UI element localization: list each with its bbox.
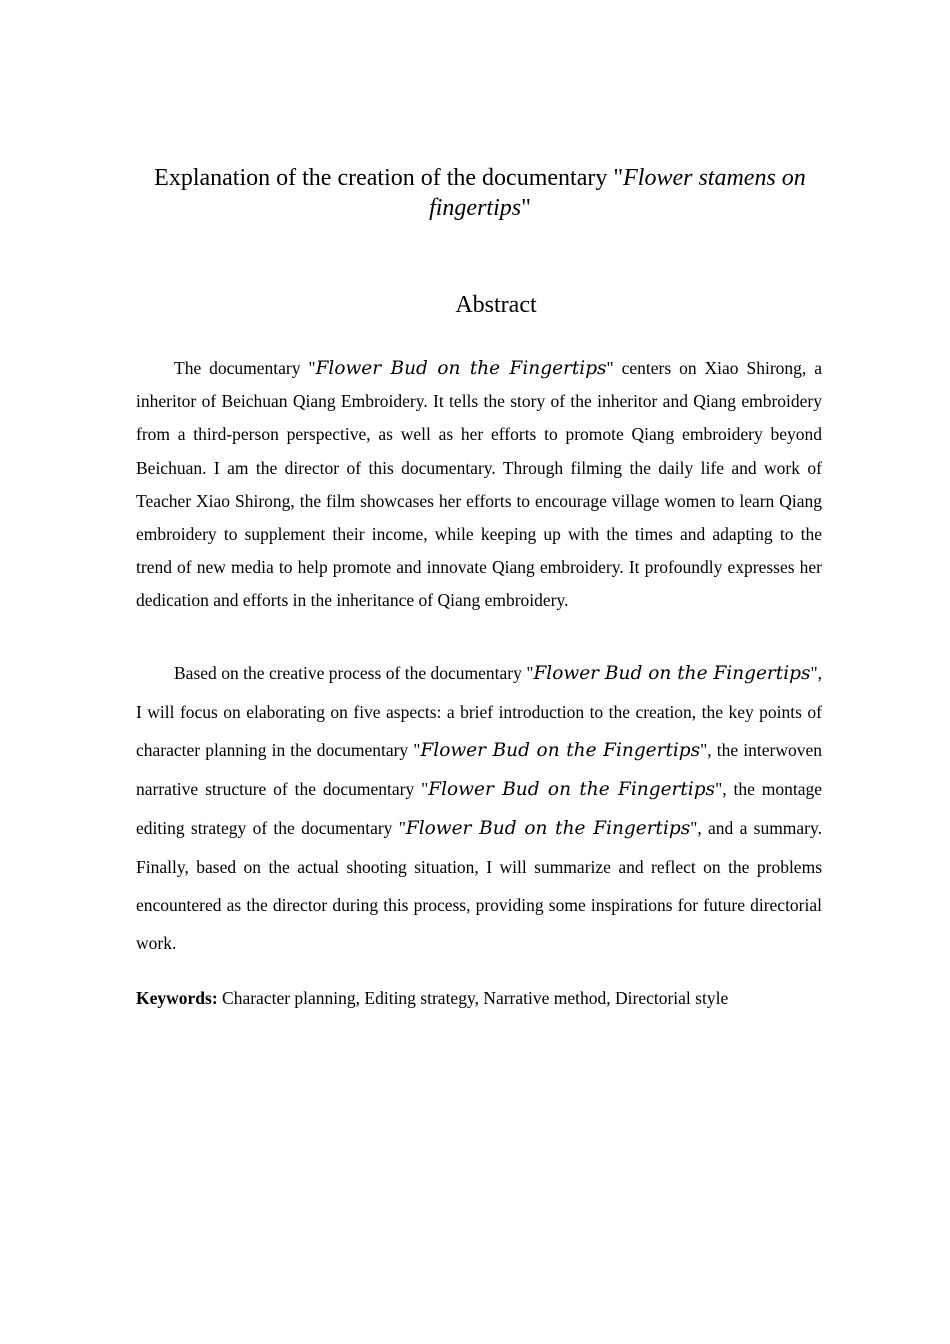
keywords-value: Character planning, Editing strategy, Narrative method, Directorial style [217, 988, 729, 1008]
abstract-paragraph-2 [136, 654, 822, 962]
paragraph-text: The documentary " [174, 358, 316, 378]
abstract-paragraph-1 [136, 352, 822, 618]
paragraph-text: Based on the creative process of the documentary " [174, 663, 534, 683]
paragraph-text: ", and a summary. Finally, based on the actual shooting situation, I will summarize and reflect on the problems encountered as the director during this process, providing some inspirations for future directorial work. [136, 818, 822, 953]
film-title-italic: Flower Bud on the Fingertips [315, 358, 607, 379]
paragraph-text: " centers on Xiao Shirong, a inheritor of Beichuan Qiang Embroidery. It tells the story of the inheritor and Qiang embroidery from a third-person perspective, as well as her efforts to promote Qiang embroidery beyond Beichuan. I am the director of this documentary. Through filming the daily life and work of Teacher Xiao Shirong, the film showcases her efforts to encourage village women to learn Qiang embroidery to supplement their income, while keeping up with the times and adapting to the trend of new media to help promote and innovate Qiang embroidery. It profoundly expresses her dedication and efforts in the inheritance of Qiang embroidery. [136, 358, 822, 611]
keywords-label: Keywords: [136, 988, 218, 1008]
title-suffix: " [521, 195, 531, 221]
keywords-line [136, 985, 836, 1011]
film-title-italic: Flower Bud on the Fingertips [405, 818, 691, 839]
paragraph-text: ", the interwoven narrative structure of the documentary " [136, 740, 823, 799]
film-title-italic: Flower Bud on the Fingertips [533, 663, 811, 684]
abstract-heading: Abstract [455, 292, 537, 318]
film-title-italic: Flower Bud on the Fingertips [428, 779, 716, 800]
title-prefix: Explanation of the creation of the documentary " [154, 165, 624, 191]
film-title-italic: Flower Bud on the Fingertips [420, 740, 701, 761]
title-film-name: Flower stamens on fingertips [429, 165, 806, 221]
paragraph-text: ", the montage editing strategy of the documentary " [136, 779, 822, 838]
paragraph-text: ", I will focus on elaborating on five aspects: a brief introduction to the creation, the key points of character planning in the documentary " [136, 663, 822, 760]
document-title [130, 163, 830, 223]
